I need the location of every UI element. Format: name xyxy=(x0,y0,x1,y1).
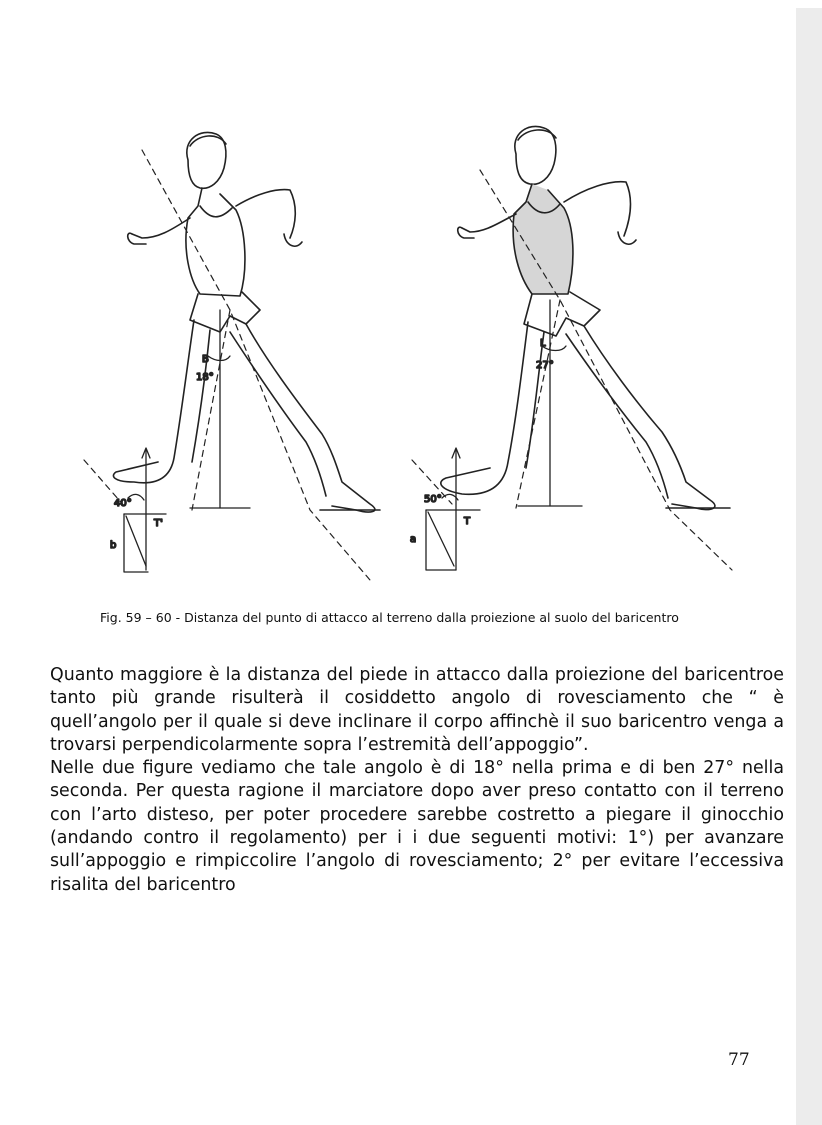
left-angle-value: 18° xyxy=(196,372,214,383)
left-angle-letter: B xyxy=(202,354,209,365)
right-distance-label: a xyxy=(410,534,417,545)
left-contact-label: T' xyxy=(154,518,163,529)
figure-caption: Fig. 59 – 60 - Distanza del punto di attacco al terreno dalla proiezione al suolo del baricentro xyxy=(100,610,679,625)
right-angle-value: 27° xyxy=(536,360,554,371)
race-walker-illustration xyxy=(70,110,750,590)
page-number: 77 xyxy=(728,1050,750,1070)
right-foot-angle: 50° xyxy=(424,494,442,505)
side-margin-strip xyxy=(796,8,822,1125)
paragraph: Quanto maggiore è la distanza del piede in attacco dalla proiezione del baricentroe tanto più grande risulterà il cosiddetto angolo di rovesciamento che “ è quell’angolo per il quale si deve inclinare il corpo affinchè il suo baricentro venga a trovarsi perpendicolarmente sopra l’estremità dell’appoggio”. xyxy=(50,665,784,755)
left-walker xyxy=(113,132,380,512)
right-angle-letter: L xyxy=(540,338,546,349)
body-text xyxy=(50,664,784,897)
right-contact-label: T xyxy=(464,516,471,527)
walker-figures xyxy=(70,110,750,590)
left-foot-angle: 40° xyxy=(114,498,132,509)
left-distance-label: b xyxy=(110,540,117,551)
paragraph: Nelle due figure vediamo che tale angolo è di 18° nella prima e di ben 27° nella seconda. Per questa ragione il marciatore dopo aver preso contatto con il terreno con l’arto disteso, per poter procedere sarebbe costretto a piegare il ginocchio (andando contro il regolamento) per i i due seguenti motivi: 1°) per avanzare sull’appoggio e rimpiccolire l’angolo di rovesciamento; 2° per evitare l’eccessiva risalita del baricentro xyxy=(50,758,784,895)
right-walker xyxy=(441,126,730,509)
